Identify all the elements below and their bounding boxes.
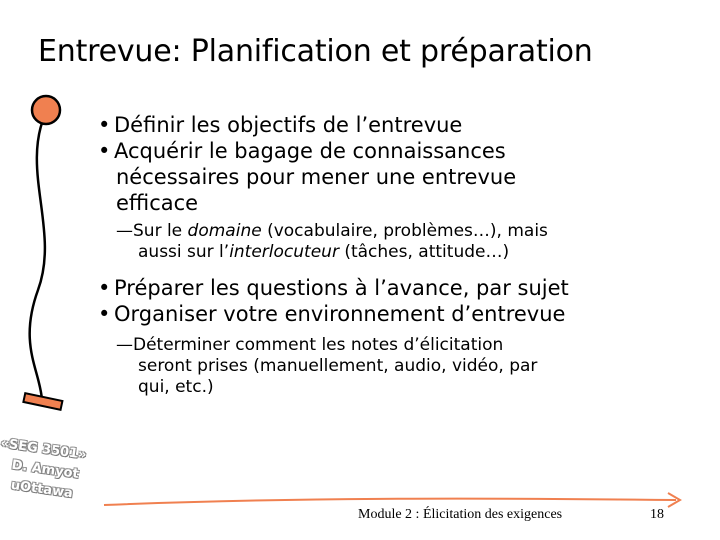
bullet-continuation: nécessaires pour mener une entrevue [116, 165, 517, 189]
sub-bullet [98, 221, 698, 242]
bullet-text: Organiser votre environnement d’entrevue [114, 302, 566, 326]
bullet-dot: • [98, 302, 111, 326]
stamp-university: uOttawa [9, 477, 74, 502]
bullet-dot: • [98, 139, 111, 163]
sub-text: (tâches, attitude…) [338, 242, 510, 262]
bottom-arrow-line [104, 499, 676, 505]
bullet-item [98, 301, 698, 327]
bullet-dot: • [98, 276, 111, 300]
slide-title: Entrevue: Planification et préparation [38, 34, 593, 69]
sub-bullet: —Déterminer comment les notes d’élicitation [116, 335, 504, 355]
sub-text: (vocabulaire, problèmes…), mais [261, 221, 548, 241]
bullet-continuation: efficace [116, 191, 199, 215]
sub-bullet-continuation [98, 242, 698, 263]
timeline-bottom-bar [23, 393, 62, 410]
footer-module: Module 2 : Élicitation des exigences [358, 507, 563, 522]
bullet-text: Définir les objectifs de l’entrevue [114, 113, 463, 137]
timeline-wavy-line [30, 112, 46, 400]
sub-bullet-continuation: seront prises (manuellement, audio, vidéo, par [138, 356, 538, 376]
sub-text: —Sur le [116, 221, 188, 241]
timeline-top-circle [32, 96, 60, 124]
bullet-list [98, 112, 698, 398]
stamp-course: «SEG 3501» [0, 435, 88, 463]
bullet-item [98, 138, 698, 164]
bullet-dot: • [98, 113, 111, 137]
bullet-text: Préparer les questions à l’avance, par sujet [114, 276, 569, 300]
sub-text: aussi sur l’ [138, 242, 230, 262]
bullet-text: Acquérir le bagage de connaissances [114, 139, 506, 163]
course-stamp [0, 434, 88, 525]
bullet-item [98, 112, 698, 138]
bullet-item [98, 275, 698, 301]
footer-page-number: 18 [650, 507, 664, 522]
sub-text-italic: interlocuteur [229, 242, 339, 262]
sub-bullet-continuation: qui, etc.) [138, 377, 214, 397]
sub-text-italic: domaine [187, 221, 262, 241]
stamp-author: D. Amyot [10, 457, 80, 482]
